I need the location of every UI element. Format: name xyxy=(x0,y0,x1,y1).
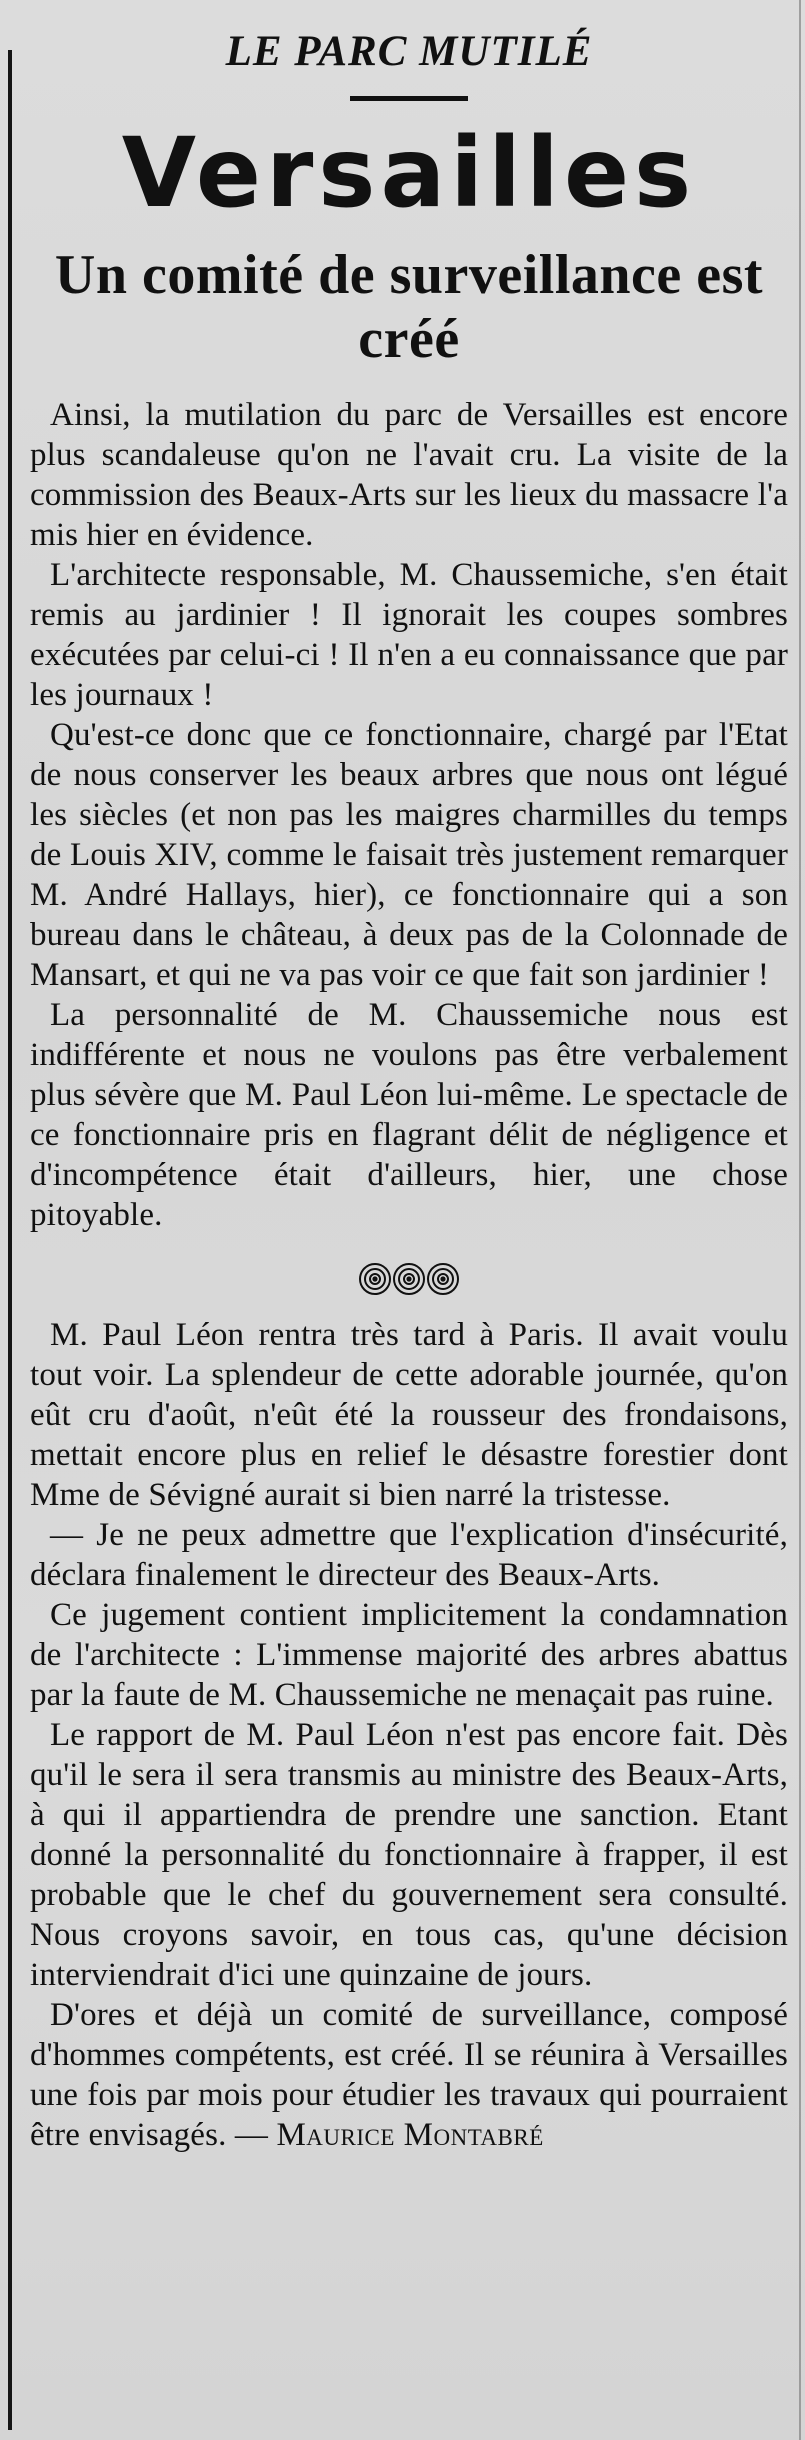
triple-rosette-ornament-icon xyxy=(357,1261,461,1297)
body-paragraph: — Je ne peux admettre que l'explication d'insécurité, déclara finalement le directeur des Beaux-Arts. xyxy=(30,1517,788,1593)
body-paragraph: Le rapport de M. Paul Léon n'est pas encore fait. Dès qu'il le sera il sera transmis au ministre des Beaux-Arts, à qui il appartiendra de prendre une sanction. Etant donné la personnalité du fonctionnaire à frapper, il est probable que le chef du gouvernement sera consulté. Nous croyons savoir, en tous cas, qu'une décision interviendrait d'ici une quinzaine de jours. xyxy=(30,1717,788,1993)
closing-text: D'ores et déjà un comité de surveillance, composé d'hommes compétents, est créé. Il se réunira à Versailles une fois par mois pour étudier les travaux qui pourraient être envisagés. — xyxy=(30,1997,788,2153)
section-break-ornament xyxy=(30,1261,788,1297)
article xyxy=(30,26,788,2155)
body-paragraph: La personnalité de M. Chaussemiche nous est indifférente et nous ne voulons pas être verbalement plus sévère que M. Paul Léon lui-même. Le spectacle de ce fonctionnaire pris en flagrant délit de négligence et d'incompétence était d'ailleurs, hier, une chose pitoyable. xyxy=(30,997,788,1233)
body-paragraph: Ainsi, la mutilation du parc de Versailles est encore plus scandaleuse qu'on ne l'avait cru. La visite de la commission des Beaux-Arts sur les lieux du massacre l'a mis hier en évidence. xyxy=(30,397,788,553)
column-rule xyxy=(8,50,12,2430)
subhead: Un comité de surveillance est créé xyxy=(54,244,764,370)
title-divider xyxy=(350,96,468,101)
kicker: LE PARC MUTILÉ xyxy=(225,28,593,75)
body-paragraph: M. Paul Léon rentra très tard à Paris. Il avait voulu tout voir. La splendeur de cette adorable journée, qu'on eût cru d'août, n'eût été la rousseur des frondaisons, mettait encore plus en relief le désastre forestier dont Mme de Sévigné aurait si bien narré la tristesse. xyxy=(30,1317,788,1513)
article-body xyxy=(30,395,788,2155)
author-signature: Maurice Montabré xyxy=(276,2117,544,2153)
page-edge-rule xyxy=(799,0,801,2440)
body-paragraph: Qu'est-ce donc que ce fonctionnaire, chargé par l'Etat de nous conserver les beaux arbres que nous ont légué les siècles (et non pas les maigres charmilles du temps de Louis XIV, comme le faisait très justement remarquer M. André Hallays, hier), ce fonctionnaire qui a son bureau dans le château, à deux pas de la Colonnade de Mansart, et qui ne va pas voir ce que fait son jardinier ! xyxy=(30,717,788,993)
closing-paragraph xyxy=(30,1995,788,2155)
body-paragraph: Ce jugement contient implicitement la condamnation de l'architecte : L'immense majorité des arbres abattus par la faute de M. Chaussemiche ne menaçait pas ruine. xyxy=(30,1597,788,1713)
headline: Versailles xyxy=(121,117,697,229)
body-paragraph: L'architecte responsable, M. Chaussemiche, s'en était remis au jardinier ! Il ignorait les coupes sombres exécutées par celui-ci ! Il n'en a eu connaissance que par les journaux ! xyxy=(30,557,788,713)
